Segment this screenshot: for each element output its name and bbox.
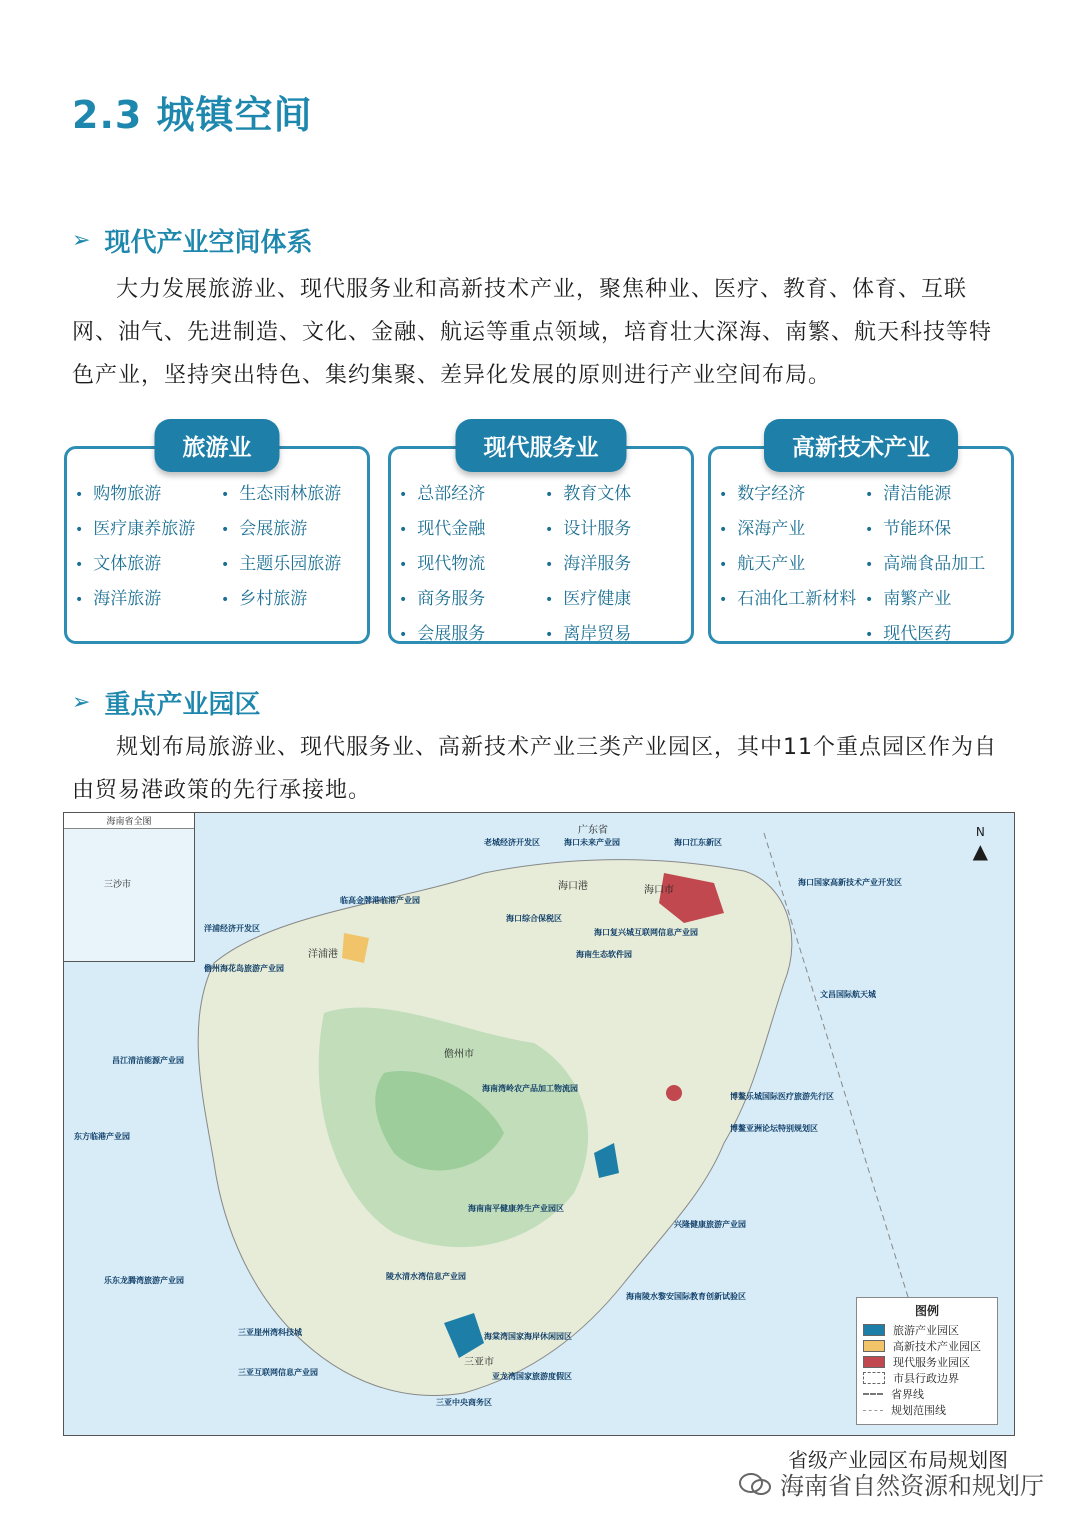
inset-title: 海南省全图 [64,813,194,829]
card-item-label: 会展旅游 [239,519,308,539]
legend-line [863,1410,883,1411]
card-item [545,619,687,644]
park-label: 陵水清水湾信息产业园 [386,1272,466,1281]
bullet-icon: • [719,522,728,538]
card-item-label: 文体旅游 [93,554,162,574]
bullet-icon: • [221,592,230,608]
card-item [719,479,861,504]
card-item [221,514,363,539]
inset-city-label: 三沙市 [104,880,132,890]
bullet-icon: • [75,557,84,573]
north-label: N [975,825,985,839]
card-item-label: 总部经济 [417,484,486,504]
card-item [545,514,687,539]
park-label: 海棠湾国家海岸休闲园区 [484,1332,572,1341]
card-item [221,584,363,609]
bullet-icon: • [75,522,84,538]
legend-item [863,1386,991,1402]
park-label: 东方临港产业园 [74,1132,130,1141]
bullet-icon: • [865,522,874,538]
card-modern-service [388,435,694,644]
guangdong-label: 广东省 [578,825,608,836]
legend-label: 规划范围线 [891,1404,946,1417]
card-item [399,514,541,539]
bullet-icon: • [221,487,230,503]
card-item [719,549,861,574]
card-item-label: 海洋服务 [563,554,632,574]
park-label: 海南生态软件园 [576,950,632,959]
city-label: 儋州市 [444,1049,474,1060]
card-item [399,549,541,574]
legend-item [863,1322,991,1338]
card-item [545,549,687,574]
card-item [719,514,861,539]
city-label: 海口市 [644,885,674,896]
legend-label: 高新技术产业园区 [893,1340,981,1353]
card-item-label: 购物旅游 [93,484,162,504]
wechat-icon [738,1472,772,1496]
card-item [75,479,217,504]
card-item-label: 生态雨林旅游 [239,484,342,504]
park-label: 博鳌乐城国际医疗旅游先行区 [730,1092,834,1101]
map-legend [856,1297,998,1425]
park-label: 海口综合保税区 [506,914,562,923]
park-label: 海口国家高新技术产业开发区 [798,878,902,887]
card-item [865,479,1007,504]
park-label: 临高金牌港临港产业园 [340,896,420,905]
section-heading-key-parks [72,684,260,721]
map-caption: 省级产业园区布局规划图 [788,1448,1008,1472]
bullet-icon: • [545,592,554,608]
park-label: 海南南平健康养生产业园区 [468,1204,564,1213]
legend-title: 图例 [914,1304,939,1318]
park-label: 乐东龙腾湾旅游产业园 [104,1276,184,1285]
park-label: 儋州海花岛旅游产业园 [204,964,284,973]
page-title: 2.3 城镇空间 [72,93,313,137]
card-item-label: 离岸贸易 [563,624,632,644]
card-item-label: 主题乐园旅游 [239,554,342,574]
card-item [865,549,1007,574]
card-item-label: 深海产业 [737,519,806,539]
boao-park-marker [666,1085,682,1101]
city-label: 洋浦港 [308,949,338,960]
park-label: 亚龙湾国家旅游度假区 [492,1372,572,1381]
card-item [545,584,687,609]
card-item-label: 医疗康养旅游 [93,519,196,539]
card-item-label: 商务服务 [417,589,486,609]
watermark-text: 海南省自然资源和规划厅 [780,1472,1044,1500]
park-label: 兴隆健康旅游产业园 [674,1220,746,1229]
card-item-label: 会展服务 [417,624,486,644]
card-item-grid [719,479,1007,644]
card-item [399,584,541,609]
card-item [719,584,861,609]
bullet-icon: • [545,627,554,643]
legend-item [863,1370,991,1386]
legend-swatch [863,1356,885,1368]
province-inset-map [64,813,195,962]
bullet-icon: • [399,487,408,503]
section-heading-text: 现代产业空间体系 [104,228,313,258]
card-item-label: 南繁产业 [883,589,952,609]
card-item [399,619,541,644]
legend-label: 现代服务业园区 [893,1356,970,1369]
card-item-label: 医疗健康 [563,589,632,609]
bullet-icon: • [75,592,84,608]
park-label: 海南湾岭农产品加工物流园 [482,1084,578,1093]
card-item-label: 节能环保 [883,519,952,539]
intro-paragraph: 大力发展旅游业、现代服务业和高新技术产业，聚焦种业、医疗、教育、体育、互联网、油气、先进制造、文化、金融、航运等重点领域，培育壮大深海、南繁、航天科技等特色产业，坚持突出特色、集约集聚、差异化发展的原则进行产业空间布局。 [72,277,993,388]
legend-label: 省界线 [891,1388,924,1401]
card-item [221,549,363,574]
bullet-icon: • [865,627,874,643]
bullet-icon: • [545,557,554,573]
park-label: 三亚互联网信息产业园 [238,1368,318,1377]
card-tab-title: 高新技术产业 [764,419,958,472]
card-tourism [64,435,370,644]
legend-swatch [863,1340,885,1352]
card-item-label: 教育文体 [563,484,632,504]
legend-item [863,1338,991,1354]
bullet-icon: • [545,522,554,538]
park-label: 海南陵水黎安国际教育创新试验区 [626,1292,746,1301]
card-item [865,584,1007,609]
card-item-grid [75,479,363,609]
park-label: 博鳌亚洲论坛特别规划区 [730,1124,818,1133]
legend-line [863,1393,883,1395]
card-item-grid [399,479,687,644]
card-item [719,619,861,644]
city-label: 海口港 [558,881,588,892]
card-item-label: 石油化工新材料 [737,589,857,609]
bullet-icon: • [719,487,728,503]
card-item-label: 现代医药 [883,624,952,644]
bullet-icon: • [399,522,408,538]
park-label: 三亚崖州湾科技城 [238,1328,302,1337]
park-label: 昌江清洁能源产业园 [112,1056,184,1065]
legend-item [863,1354,991,1370]
card-tab-title: 旅游业 [155,419,280,472]
industrial-park-map [63,812,1015,1436]
card-item-label: 现代物流 [417,554,486,574]
card-item-label: 现代金融 [417,519,486,539]
section-heading-modern-industry [72,222,312,259]
bullet-icon: • [399,557,408,573]
park-label: 洋浦经济开发区 [204,924,260,933]
city-label: 三亚市 [464,1357,494,1368]
legend-label: 旅游产业园区 [893,1324,959,1337]
card-tab-title: 现代服务业 [456,419,627,472]
card-high-tech [708,435,1014,644]
card-item-label: 数字经济 [737,484,806,504]
bullet-icon: • [75,487,84,503]
card-item-label: 航天产业 [737,554,806,574]
bullet-icon: • [865,557,874,573]
legend-swatch [863,1324,885,1336]
north-arrow-icon: N ▲ [972,825,988,863]
card-item [865,619,1007,644]
bullet-icon: • [221,557,230,573]
park-label: 文昌国际航天城 [820,990,876,999]
bullet-icon: • [719,592,728,608]
card-item [75,514,217,539]
bullet-icon: • [399,627,408,643]
park-label: 海口复兴城互联网信息产业园 [594,928,698,937]
section-heading-text: 重点产业园区 [104,690,261,720]
card-item-label: 高端食品加工 [883,554,986,574]
chevron-right-icon: ➢ [72,690,91,715]
card-item-label: 乡村旅游 [239,589,308,609]
chevron-right-icon: ➢ [72,228,91,253]
card-item-label: 海洋旅游 [93,589,162,609]
bullet-icon: • [545,487,554,503]
bullet-icon: • [865,592,874,608]
card-item [75,584,217,609]
watermark [738,1466,1044,1501]
bullet-icon: • [399,592,408,608]
card-item [399,479,541,504]
bullet-icon: • [865,487,874,503]
card-item-label: 设计服务 [563,519,632,539]
card-item [75,549,217,574]
park-label: 三亚中央商务区 [436,1398,492,1407]
card-item [221,479,363,504]
card-item [865,514,1007,539]
parks-paragraph: 规划布局旅游业、现代服务业、高新技术产业三类产业园区，其中11个重点园区作为自由贸易港政策的先行承接地。 [72,735,997,803]
card-item [545,479,687,504]
park-label: 海口未来产业园 [564,838,620,847]
legend-swatch [863,1372,885,1384]
card-item-label: 清洁能源 [883,484,952,504]
park-label: 老城经济开发区 [484,838,540,847]
park-label: 海口江东新区 [674,838,722,847]
legend-label: 市县行政边界 [893,1372,959,1385]
bullet-icon: • [719,557,728,573]
bullet-icon: • [221,522,230,538]
legend-item [863,1402,991,1418]
